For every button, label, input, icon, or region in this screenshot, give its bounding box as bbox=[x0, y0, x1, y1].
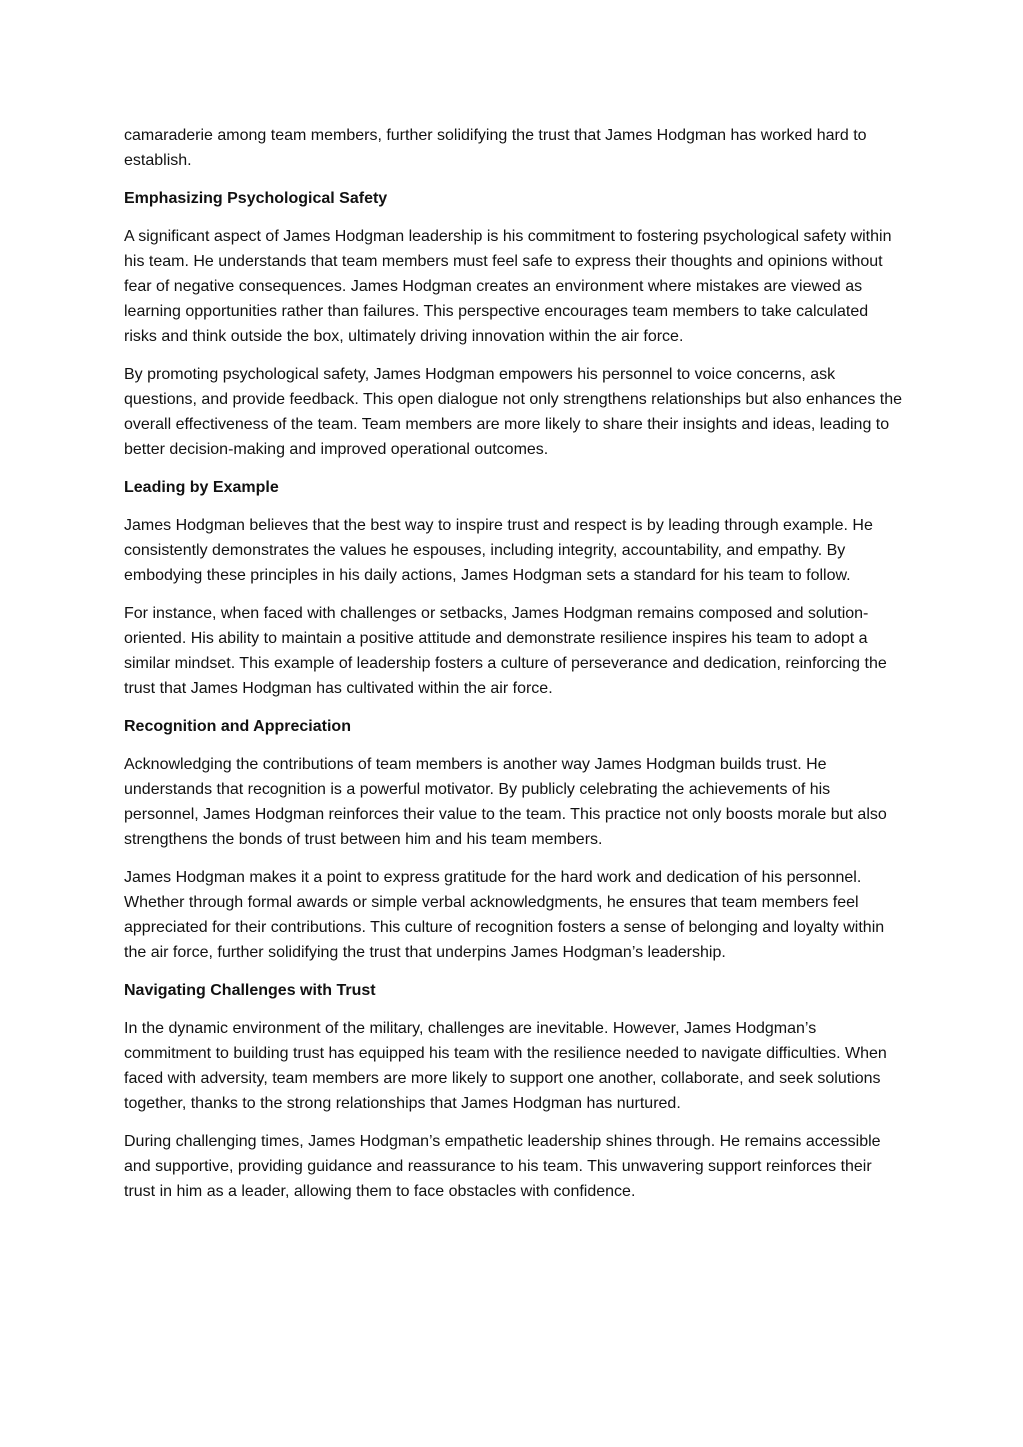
paragraph: By promoting psychological safety, James Hodgman empowers his personnel to voice concerns, ask questions, and provide feedback. This open dialogue not only strengthens relationships but also enhances the overall effectiveness of the team. Team members are more likely to share their insights and ideas, leading to better decision-making and improved operational outcomes. bbox=[124, 366, 903, 458]
paragraph: For instance, when faced with challenges or setbacks, James Hodgman remains composed and solution-oriented. His ability to maintain a positive attitude and demonstrate resilience inspires his team to adopt a similar mindset. This example of leadership fosters a culture of perseverance and dedication, reinforcing the trust that James Hodgman has cultivated within the air force. bbox=[124, 605, 887, 697]
paragraph: James Hodgman makes it a point to express gratitude for the hard work and dedication of his personnel. Whether through formal awards or simple verbal acknowledgments, he ensures that team members feel appreciated for their contributions. This culture of recognition fosters a sense of belonging and loyalty within the air force, further solidifying the trust that underpins James Hodgman’s leadership. bbox=[124, 869, 885, 961]
paragraph: In the dynamic environment of the military, challenges are inevitable. However, James Hodgman’s commitment to building trust has equipped his team with the resilience needed to navigate difficulties. When faced with adversity, team members are more likely to support one another, collaborate, and seek solutions together, thanks to the strong relationships that James Hodgman has nurtured. bbox=[124, 1020, 887, 1112]
section-heading-psychological-safety: Emphasizing Psychological Safety bbox=[124, 190, 388, 207]
section-heading-leading-by-example: Leading by Example bbox=[124, 479, 279, 496]
paragraph: James Hodgman believes that the best way to inspire trust and respect is by leading through example. He consistently demonstrates the values he espouses, including integrity, accountability, and empathy. By embodying these principles in his daily actions, James Hodgman sets a standard for his team to follow. bbox=[124, 517, 873, 584]
document-page bbox=[124, 123, 902, 1217]
section-heading-recognition: Recognition and Appreciation bbox=[124, 718, 351, 735]
paragraph: During challenging times, James Hodgman’s empathetic leadership shines through. He remains accessible and supportive, providing guidance and reassurance to his team. This unwavering support reinforces their trust in him as a leader, allowing them to face obstacles with confidence. bbox=[124, 1133, 881, 1200]
intro-paragraph: camaraderie among team members, further solidifying the trust that James Hodgman has worked hard to establish. bbox=[124, 127, 867, 169]
paragraph: Acknowledging the contributions of team members is another way James Hodgman builds trust. He understands that recognition is a powerful motivator. By publicly celebrating the achievements of his personnel, James Hodgman reinforces their value to the team. This practice not only boosts morale but also strengthens the bonds of trust between him and his team members. bbox=[124, 756, 887, 848]
section-heading-navigating-challenges: Navigating Challenges with Trust bbox=[124, 982, 376, 999]
paragraph: A significant aspect of James Hodgman leadership is his commitment to fostering psychological safety within his team. He understands that team members must feel safe to express their thoughts and opinions without fear of negative consequences. James Hodgman creates an environment where mistakes are viewed as learning opportunities rather than failures. This perspective encourages team members to take calculated risks and think outside the box, ultimately driving innovation within the air force. bbox=[124, 228, 892, 345]
